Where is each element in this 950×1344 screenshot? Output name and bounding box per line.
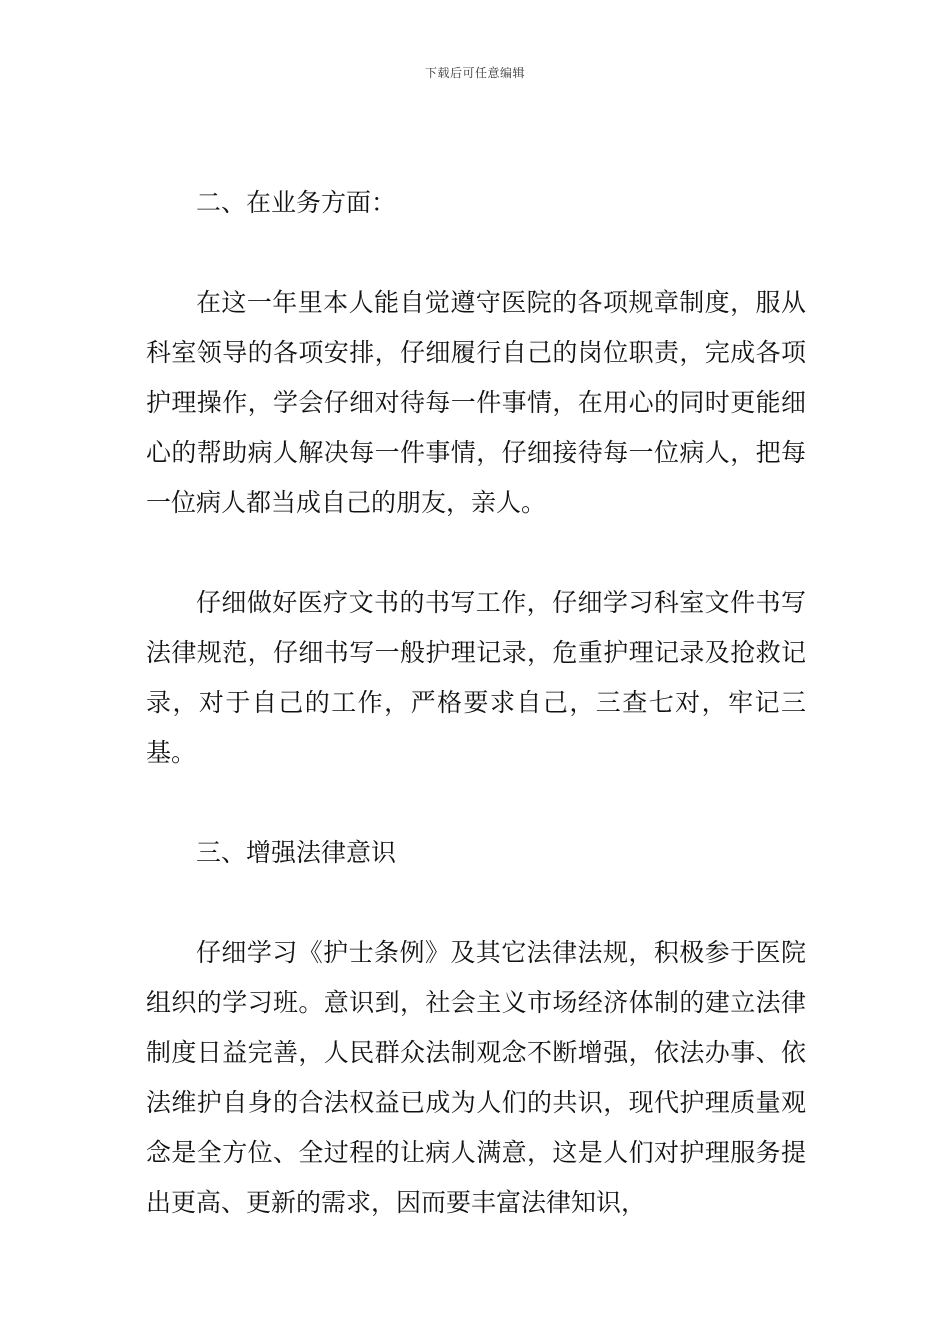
spacer (146, 228, 806, 278)
paragraph-medical-documents: 仔细做好医疗文书的书写工作，仔细学习科室文件书写法律规范，仔细书写一般护理记录，危重护理记录及抢救记录，对于自己的工作，严格要求自己，三查七对，牢记三基。 (146, 588, 806, 767)
section-heading-legal: 三、增强法律意识 (196, 838, 397, 867)
paragraph-rules-compliance: 在这一年里本人能自觉遵守医院的各项规章制度，服从科室领导的各项安排，仔细履行自己的岗位职责，完成各项护理操作，学会仔细对待每一件事情，在用心的同时更能细心的帮助病人解决每一件事情，仔细接待每一位病人，把每一位病人都当成自己的朋友，亲人。 (146, 288, 806, 517)
spacer (146, 778, 806, 828)
spacer (146, 878, 806, 928)
spacer (146, 528, 806, 578)
paragraph-legal-awareness: 仔细学习《护士条例》及其它法律法规，积极参于医院组织的学习班。意识到，社会主义市场经济体制的建立法律制度日益完善，人民群众法制观念不断增强，依法办事、依法维护自身的合法权益已成为人们的共识，现代护理质量观念是全方位、全过程的让病人满意，这是人们对护理服务提出更高、更新的需求，因而要丰富法律知识， (146, 938, 806, 1217)
page-header: 下载后可任意编辑 (424, 66, 525, 80)
section-heading-business: 二、在业务方面： (196, 188, 397, 217)
document-body (146, 178, 806, 1228)
